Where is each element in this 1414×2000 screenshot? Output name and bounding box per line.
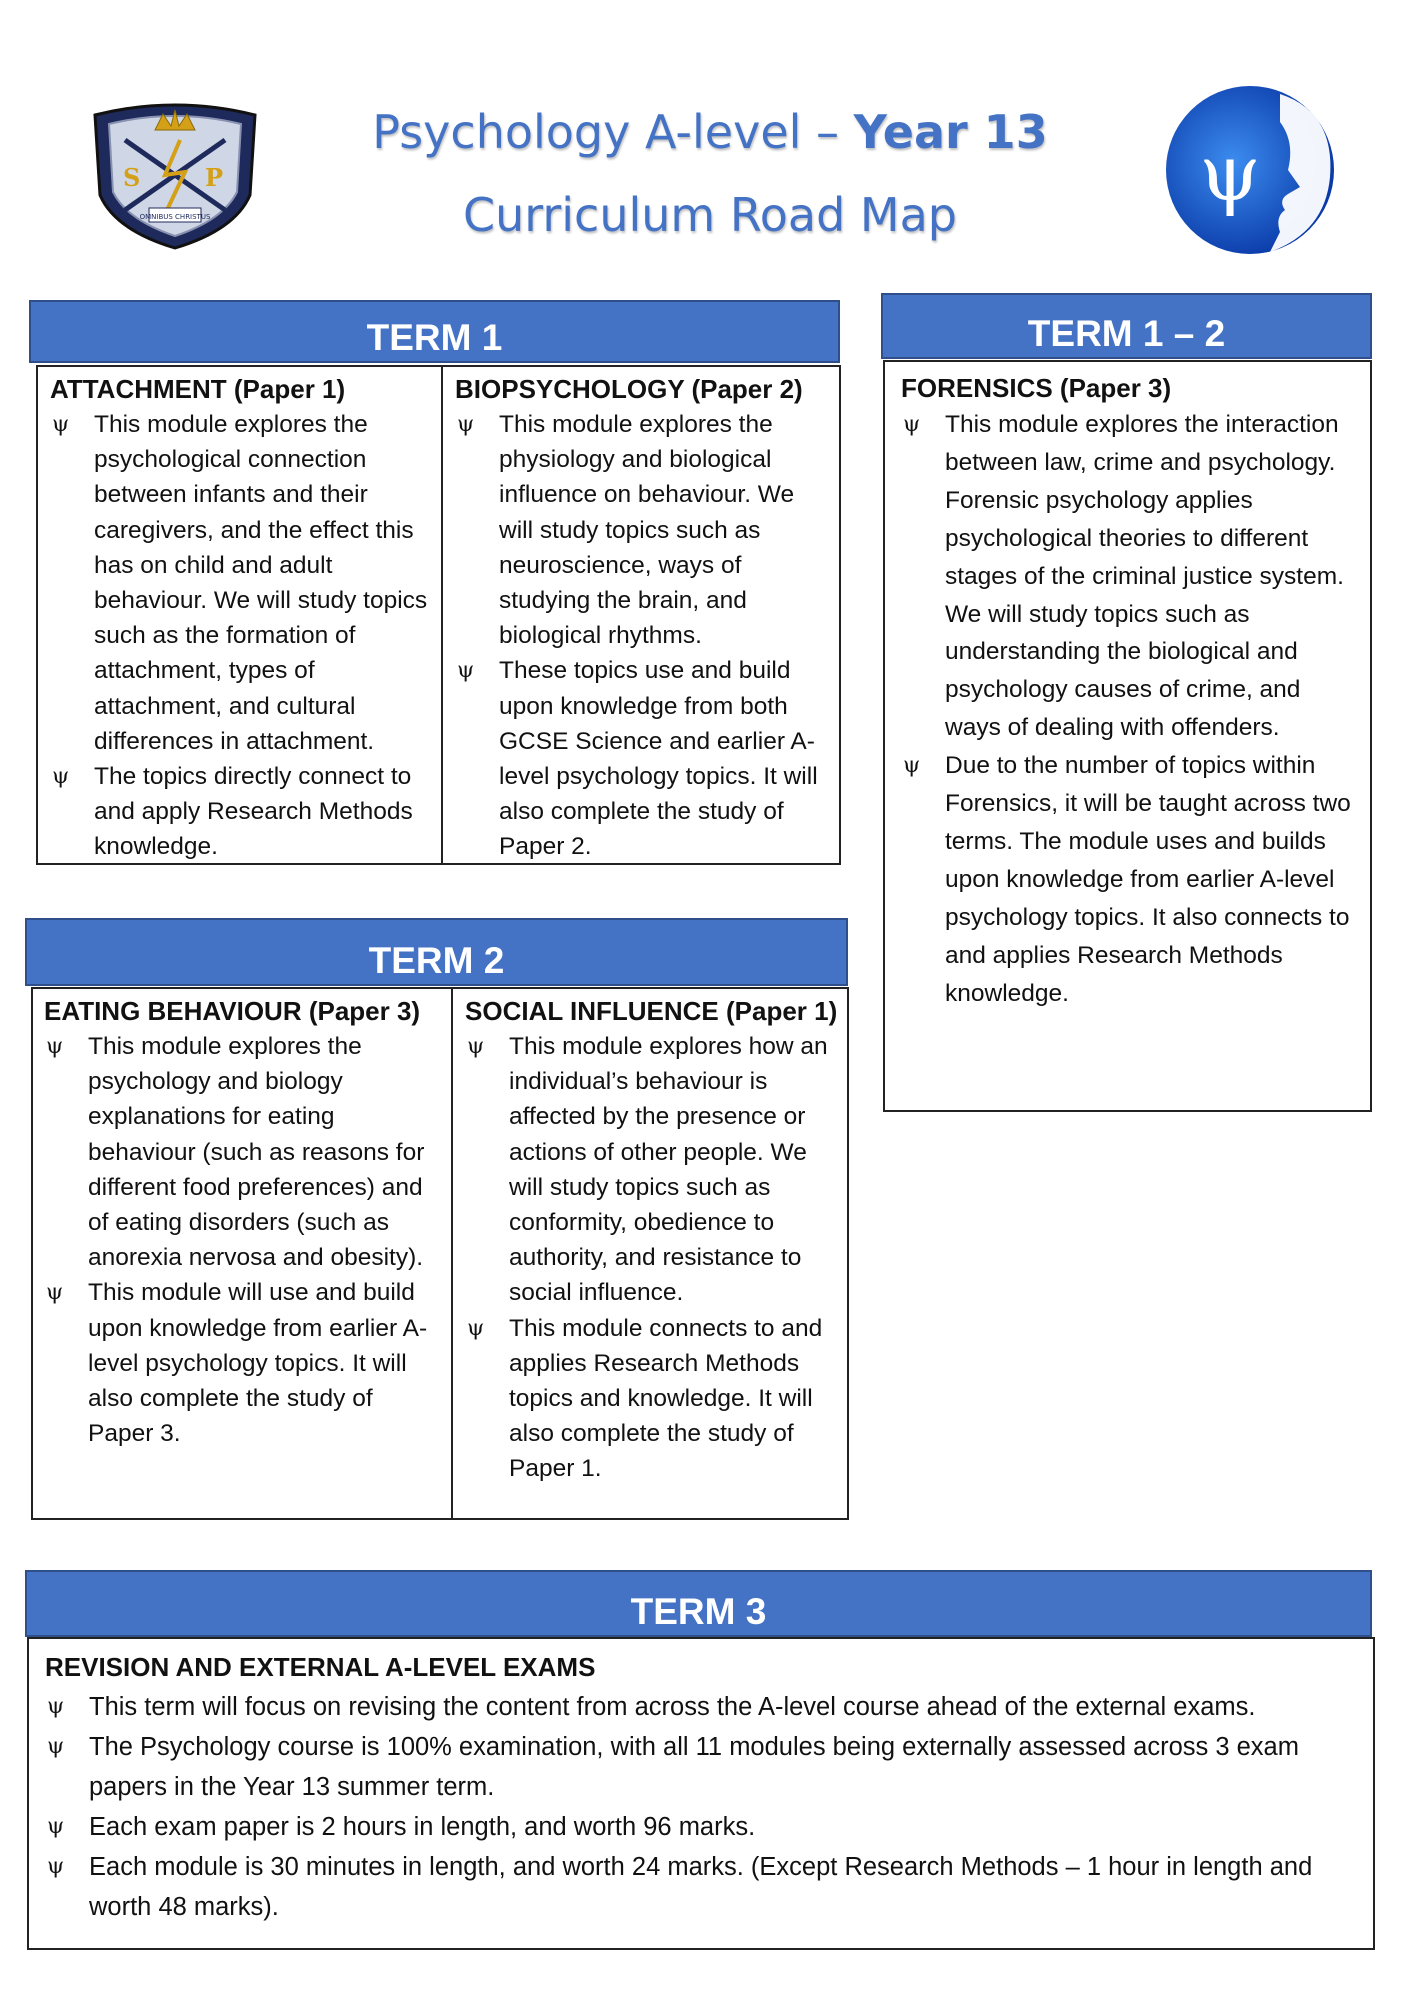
eating-behaviour-column	[33, 989, 451, 1518]
term12-header: TERM 1 – 2	[881, 293, 1372, 359]
psi-head-icon	[1160, 82, 1350, 257]
term3-header: TERM 3	[25, 1570, 1372, 1637]
list-item: ψ This module will use and build upon knowledge from earlier A-level psychology topics. It will also complete the study of Paper 3.	[44, 1275, 441, 1451]
term1-box	[36, 365, 841, 865]
list-item: ψ This term will focus on revising the content from across the A-level course ahead of the external exams.	[45, 1687, 1353, 1727]
list-item: ψ This module explores the psychological connection between infants and their caregivers, and the effect this has on child and adult behaviour. We will study topics such as the formation of attachment, types of attachment, and cultural differences in attachment.	[50, 407, 431, 759]
list-item: ψ Each module is 30 minutes in length, and worth 24 marks. (Except Research Methods – 1 hour in length and worth 48 marks).	[45, 1847, 1353, 1927]
list-item: ψ This module connects to and applies Research Methods topics and knowledge. It will also complete the study of Paper 1.	[465, 1311, 837, 1487]
eating-behaviour-bullets	[44, 1029, 441, 1451]
biopsychology-heading: BIOPSYCHOLOGY (Paper 2)	[455, 374, 803, 404]
psi-bullet-icon: ψ	[52, 764, 70, 790]
social-influence-heading: SOCIAL INFLUENCE (Paper 1)	[465, 996, 838, 1026]
forensics-heading: FORENSICS (Paper 3)	[901, 373, 1172, 403]
attachment-column	[38, 367, 441, 863]
crest-letter-s: S	[123, 163, 141, 192]
term3-column	[29, 1639, 1373, 1948]
term3-box	[27, 1637, 1375, 1950]
page-title	[300, 92, 1120, 172]
list-item: ψ This module explores the interaction between law, crime and psychology. Forensic psychology applies psychological theories to different stages of the criminal justice system. We will study topics such as understanding the biological and psychology causes of crime, and ways of dealing with offenders.	[901, 406, 1360, 747]
eating-behaviour-heading: EATING BEHAVIOUR (Paper 3)	[44, 996, 421, 1026]
term3-heading: REVISION AND EXTERNAL A-LEVEL EXAMS	[45, 1652, 596, 1682]
biopsychology-bullets	[455, 407, 829, 865]
forensics-box	[883, 360, 1372, 1112]
psi-bullet-icon: ψ	[903, 753, 921, 779]
psi-bullet-icon: ψ	[47, 1694, 65, 1719]
term2-header: TERM 2	[25, 918, 848, 986]
psi-bullet-icon: ψ	[52, 412, 70, 437]
attachment-bullets	[50, 407, 431, 865]
crest-letter-p: P	[205, 163, 224, 192]
forensics-column	[885, 362, 1370, 1110]
list-item: ψ The Psychology course is 100% examination, with all 11 modules being externally assessed across 3 exam papers in the Year 13 summer term.	[45, 1727, 1353, 1807]
school-crest-icon	[85, 100, 265, 250]
list-item: ψ These topics use and build upon knowledge from both GCSE Science and earlier A-level psychology topics. It will also complete the study of Paper 2.	[455, 653, 829, 864]
term2-box	[31, 987, 849, 1520]
biopsychology-column	[441, 367, 839, 863]
attachment-heading: ATTACHMENT (Paper 1)	[50, 374, 346, 404]
list-item: ψ Each exam paper is 2 hours in length, and worth 96 marks.	[45, 1807, 1353, 1847]
psi-bullet-icon: ψ	[467, 1034, 485, 1059]
crest-motto: OMNIBUS CHRISTUS	[139, 213, 211, 221]
term3-bullets	[45, 1687, 1353, 1927]
psi-bullet-icon: ψ	[47, 1734, 65, 1759]
social-influence-column	[451, 989, 847, 1518]
list-item: ψ This module explores the psychology and biology explanations for eating behaviour (such as reasons for different food preferences) and of eating disorders (such as anorexia nervosa and obesity).	[44, 1029, 441, 1275]
list-item: ψ The topics directly connect to and apply Research Methods knowledge.	[50, 759, 431, 865]
psi-bullet-icon: ψ	[903, 412, 921, 437]
psi-bullet-icon: ψ	[46, 1034, 64, 1059]
psi-bullet-icon: ψ	[47, 1854, 65, 1879]
list-item: ψ Due to the number of topics within Forensics, it will be taught across two terms. The module uses and builds upon knowledge from earlier A-level psychology topics. It also connects to and applies Research Methods knowledge.	[901, 747, 1360, 1012]
psi-bullet-icon: ψ	[457, 412, 475, 437]
list-item: ψ This module explores the physiology and biological influence on behaviour. We will study topics such as neuroscience, ways of studying the brain, and biological rhythms.	[455, 407, 829, 653]
term1-header: TERM 1	[29, 300, 840, 363]
title-year: Year 13	[853, 105, 1048, 159]
forensics-bullets	[901, 406, 1360, 1013]
psi-bullet-icon: ψ	[457, 658, 475, 684]
list-item: ψ This module explores how an individual’s behaviour is affected by the presence or actions of other people. We will study topics such as conformity, obedience to authority, and resistance to social influence.	[465, 1029, 837, 1311]
social-influence-bullets	[465, 1029, 837, 1487]
psi-bullet-icon: ψ	[47, 1814, 65, 1839]
psi-logo-glyph: ψ	[1199, 129, 1261, 219]
title-part1: Psychology A-level –	[372, 105, 854, 159]
psi-bullet-icon: ψ	[46, 1280, 64, 1306]
page-subtitle: Curriculum Road Map	[462, 188, 957, 242]
psi-bullet-icon: ψ	[467, 1315, 485, 1341]
